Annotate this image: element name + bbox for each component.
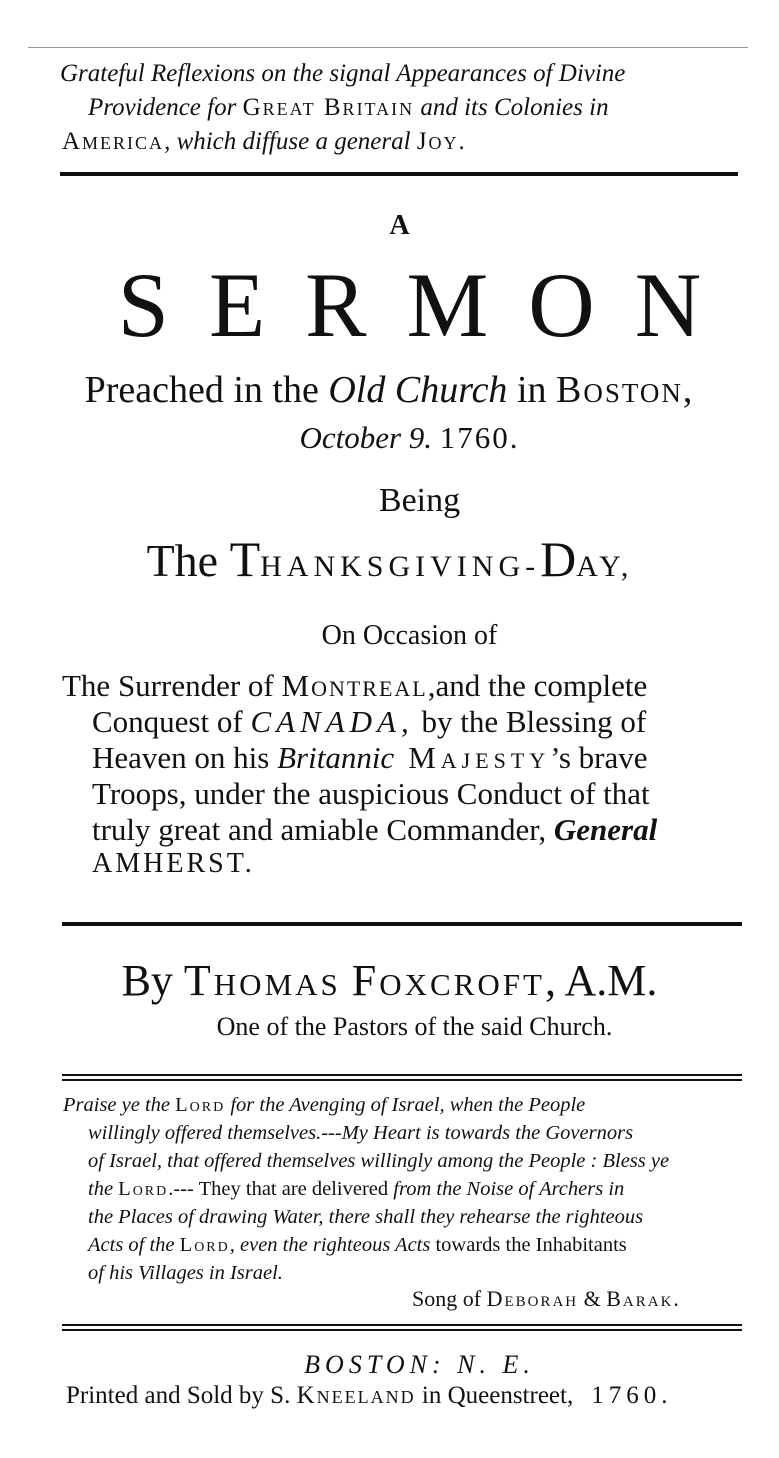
occasion-text: The Surrender of <box>62 668 282 703</box>
quote-text: the <box>88 1178 119 1200</box>
quote-text: from the Noise of Archers in <box>393 1178 625 1200</box>
occasion-text: truly great and amiable Commander, <box>92 812 554 847</box>
title-a: A <box>389 210 410 241</box>
country-canada: CANADA, <box>250 704 414 739</box>
quote-text: Praise ye the <box>63 1094 176 1116</box>
quote-text: of his Villages in Israel. <box>88 1262 283 1284</box>
occasion-line-5 <box>92 812 657 848</box>
lord-word: Lord <box>179 1234 230 1256</box>
date-line <box>0 420 779 456</box>
quote-text: towards the Inhabitants <box>435 1234 627 1256</box>
author-line <box>0 955 779 1006</box>
quote-line-7 <box>88 1262 283 1285</box>
subtitle-text: Grateful Reflexions on the signal Appearances of Divine <box>60 60 626 87</box>
city-montreal: Montreal <box>281 668 428 703</box>
city-name: Boston, <box>556 369 695 411</box>
divider-rule <box>62 1074 742 1076</box>
subtitle-text: , which diffuse a general <box>164 128 417 155</box>
occasion-text: ’s brave <box>550 740 648 775</box>
subtitle-text: Providence for <box>88 94 243 121</box>
date-year: 1760. <box>439 420 520 455</box>
occasion-line-2 <box>92 704 646 740</box>
source-text: Song of <box>412 1286 487 1311</box>
quote-line-4 <box>88 1178 624 1201</box>
preached-text: Preached in the <box>84 369 329 411</box>
occasion-line-3 <box>92 740 648 776</box>
subtitle-smallcaps: Joy. <box>416 128 467 155</box>
quote-line-5 <box>88 1206 643 1229</box>
occasion-intro: On Occasion of <box>321 620 498 651</box>
divider-rule <box>60 172 738 176</box>
quote-line-2 <box>88 1122 633 1145</box>
lord-word: Lord <box>118 1178 169 1200</box>
author-last-name: Foxcroft <box>351 956 545 1005</box>
occasion-text: by the Blessing of <box>413 704 647 739</box>
occasion-line-6 <box>92 848 255 880</box>
imprint-place: BOSTON: N. E. <box>304 1350 535 1379</box>
day-word: AY, <box>576 550 633 583</box>
quote-text: willingly offered themselves.---My Heart is towards the Governors <box>88 1122 634 1144</box>
author-degree: , A.M. <box>544 956 658 1005</box>
subtitle-line-2 <box>88 94 609 122</box>
majesty-word: Majesty <box>408 740 551 775</box>
quote-source <box>412 1286 681 1312</box>
printer-name: Kneeland <box>296 1382 416 1409</box>
top-edge-line <box>28 47 748 48</box>
subtitle-smallcaps: America <box>62 128 165 155</box>
source-barak: Barak. <box>606 1286 681 1311</box>
imprint-text: in Queenstreet, <box>415 1382 574 1409</box>
church-name: Old Church <box>328 369 508 411</box>
quote-text: of Israel, that offered themselves willingly among the People : Bless ye <box>88 1150 670 1172</box>
being-line: Being <box>378 482 461 519</box>
author-by: By <box>121 956 184 1005</box>
date-day: October 9. <box>299 420 433 455</box>
preached-text: in <box>507 369 556 411</box>
occasion-text: ,and the complete <box>427 668 648 703</box>
quote-line-1 <box>63 1094 585 1117</box>
imprint-text: Printed and Sold by S. <box>66 1382 297 1409</box>
subtitle-smallcaps: Great Britain <box>242 94 415 121</box>
quote-text: , even the righteous Acts <box>229 1234 436 1256</box>
author-role: One of the Pastors of the said Church. <box>216 1012 613 1041</box>
lord-word: Lord <box>175 1094 226 1116</box>
occasion-text: Troops, under the auspicious Conduct of that <box>92 776 650 811</box>
preached-line <box>0 368 779 412</box>
thanksgiving-initial: T <box>229 531 261 587</box>
general-word: General <box>553 812 658 847</box>
commander-name: AMHERST. <box>92 848 255 879</box>
quote-text: the Places of drawing Water, there shall they rehearse the righteous <box>88 1206 644 1228</box>
quote-line-3 <box>88 1150 669 1173</box>
divider-rule <box>62 1329 742 1331</box>
quote-text: Acts of the <box>88 1234 180 1256</box>
occasion-line-1 <box>62 668 647 704</box>
occasion-text: Conquest of <box>92 704 251 739</box>
title-sermon: SERMON <box>117 254 742 356</box>
divider-rule <box>62 1079 742 1081</box>
source-text: & <box>578 1286 607 1311</box>
subtitle-line-1 <box>60 60 625 88</box>
divider-rule <box>62 922 742 926</box>
imprint-line <box>66 1382 672 1410</box>
thanksgiving-the: The <box>146 535 230 586</box>
quote-line-6 <box>88 1234 627 1257</box>
imprint-year: 1760. <box>591 1382 673 1409</box>
quote-text: .--- They that are delivered <box>168 1178 394 1200</box>
subtitle-line-3 <box>62 128 467 156</box>
britannic-word: Britannic <box>277 740 395 775</box>
quote-text: for the Avenging of Israel, when the People <box>225 1094 586 1116</box>
author-first-name: Thomas <box>183 956 341 1005</box>
thanksgiving-line <box>0 530 779 588</box>
divider-rule <box>62 1324 742 1326</box>
subtitle-text: and its Colonies in <box>414 94 609 121</box>
thanksgiving-word: HANKSGIVING- <box>260 550 541 583</box>
source-deborah: Deborah <box>486 1286 579 1311</box>
day-initial: D <box>540 531 577 587</box>
occasion-text: Heaven on his <box>92 740 278 775</box>
occasion-line-4 <box>92 776 650 812</box>
